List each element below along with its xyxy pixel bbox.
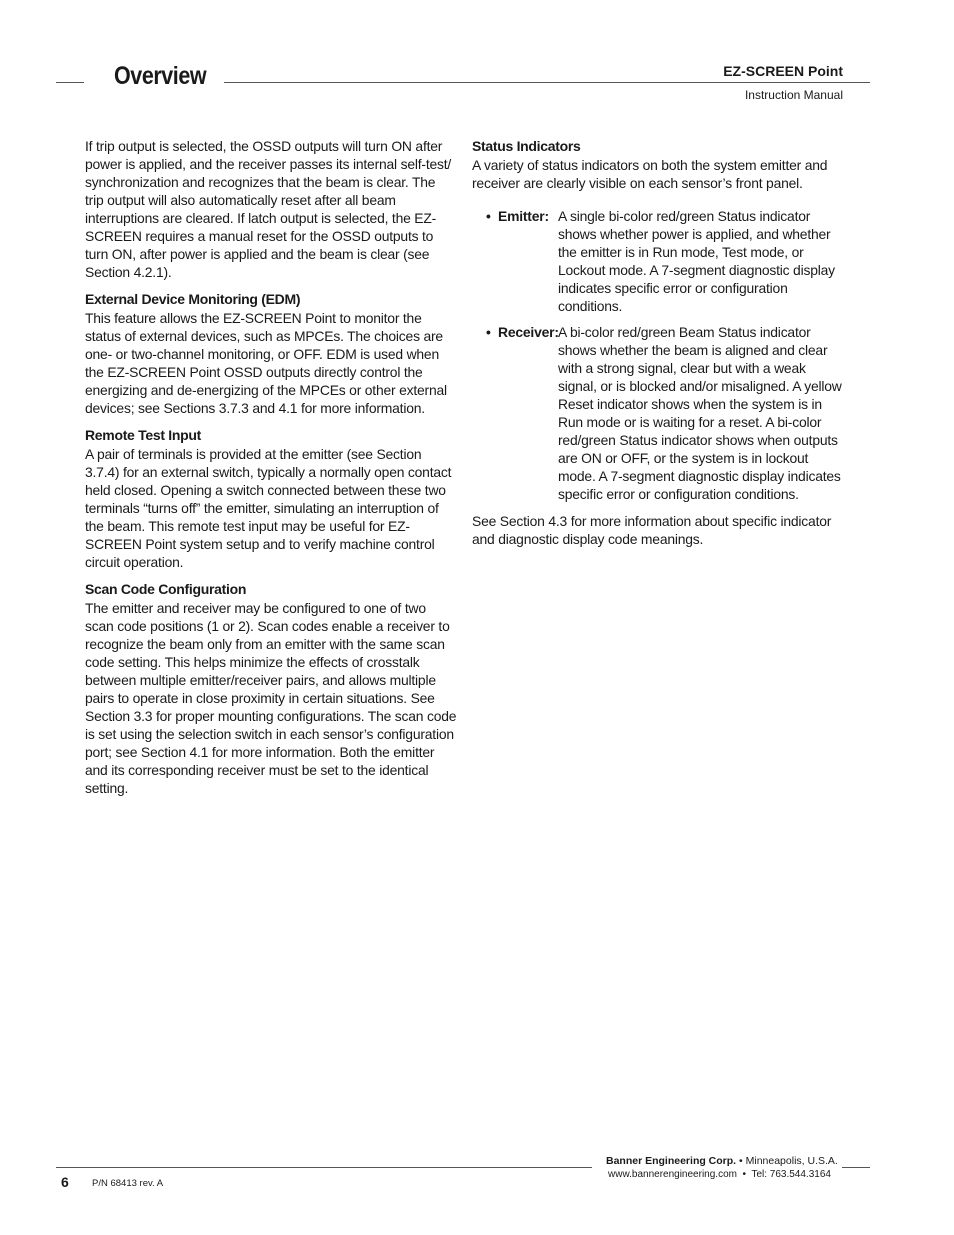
remote-test-heading: Remote Test Input (85, 427, 201, 443)
company-name: Banner Engineering Corp. (606, 1155, 737, 1167)
contact-separator: • (742, 1169, 747, 1180)
page-section-title: Overview (114, 62, 207, 90)
phone-number: Tel: 763.544.3164 (751, 1169, 831, 1180)
receiver-description: A bi-color red/green Beam Status indicator shows whether the beam is aligned and clear with a strong signal, clear but with a weak signal, or is blocked and/or misaligned. A yellow Reset indicator shows when the system is in Run mode or is waiting for a reset. A bi-color red/green Status indicator shows when outputs are ON or OFF, or the system is in lockout mode. A 7-segment diagnostic display indicates specific error or configuration conditions. (558, 324, 842, 502)
page-number: 6 (61, 1174, 69, 1190)
remote-test-paragraph: A pair of terminals is provided at the emitter (see Section 3.7.4) for an external switch, typically a normally open contact held closed. Opening a switch connected between these two terminals “turns off” the emitter, simulating an interruption of the beam. This remote test input may be useful for EZ-SCREEN Point system setup and to verify machine control circuit operation. (85, 446, 452, 570)
trip-latch-paragraph: If trip output is selected, the OSSD outputs will turn ON after power is applied, and the receiver passes its internal self-test/ synchronization and recognizes that the beam is clear. The trip output will also automatically reset after all beam interruptions are cleared. If latch output is selected, the EZ-SCREEN requires a manual reset for the OSSD outputs to turn ON, after power is applied and the beam is clear (see Section 4.2.1). (85, 138, 452, 280)
closing-paragraph: See Section 4.3 for more information about specific indicator and diagnostic display code meanings. (472, 513, 832, 547)
emitter-description: A single bi-color red/green Status indicator shows whether power is applied, and whether the emitter is in Run mode, Test mode, or Lockout mode. A 7-segment diagnostic display indicates specific error or configuration conditions. (558, 208, 835, 314)
bullet-icon: • (486, 324, 491, 340)
header-rule-left (56, 82, 84, 83)
right-column (472, 137, 846, 548)
emitter-term: Emitter: (498, 208, 549, 224)
receiver-term: Receiver: (498, 324, 559, 340)
status-indicators-paragraph: A variety of status indicators on both the system emitter and receiver are clearly visible on each sensor’s front panel. (472, 157, 828, 191)
footer-company (606, 1155, 838, 1167)
edm-heading: External Device Monitoring (EDM) (85, 291, 301, 307)
part-number: P/N 68413 rev. A (92, 1178, 164, 1189)
scan-code-paragraph: The emitter and receiver may be configured to one of two scan code positions (1 or 2). Scan codes enable a receiver to recognize the beam only from an emitter with the same scan code setting. This helps minimize the effects of crosstalk between multiple emitter/receiver pairs, and allows multiple pairs to operate in close proximity in certain situations. See Section 3.3 for proper mounting configurations. The scan code is set using the selection switch in each sensor’s configuration port; see Section 4.1 for more information. Both the emitter and its corresponding receiver must be set to the identical setting. (85, 600, 457, 796)
footer-contact (608, 1169, 831, 1180)
receiver-bullet (486, 323, 846, 503)
scan-code-heading: Scan Code Configuration (85, 581, 247, 597)
footer-rule-left (56, 1167, 592, 1168)
emitter-bullet (486, 207, 846, 315)
product-name: EZ-SCREEN Point (723, 63, 843, 79)
header-rule-main (224, 82, 870, 83)
left-column (85, 137, 457, 797)
website-link[interactable]: www.bannerengineering.com (608, 1169, 737, 1180)
company-location: • Minneapolis, U.S.A. (739, 1155, 838, 1167)
status-indicators-heading: Status Indicators (472, 138, 581, 154)
edm-paragraph: This feature allows the EZ-SCREEN Point to monitor the status of external devices, such as MPCEs. The choices are one- or two-channel monitoring, or OFF. EDM is used when the EZ-SCREEN Point OSSD outputs directly control the energizing and de-energizing of the MPCEs or other external devices; see Sections 3.7.3 and 4.1 for more information. (85, 310, 447, 416)
bullet-icon: • (486, 208, 491, 224)
manual-type-label: Instruction Manual (744, 88, 843, 102)
footer-rule-right (842, 1167, 870, 1168)
